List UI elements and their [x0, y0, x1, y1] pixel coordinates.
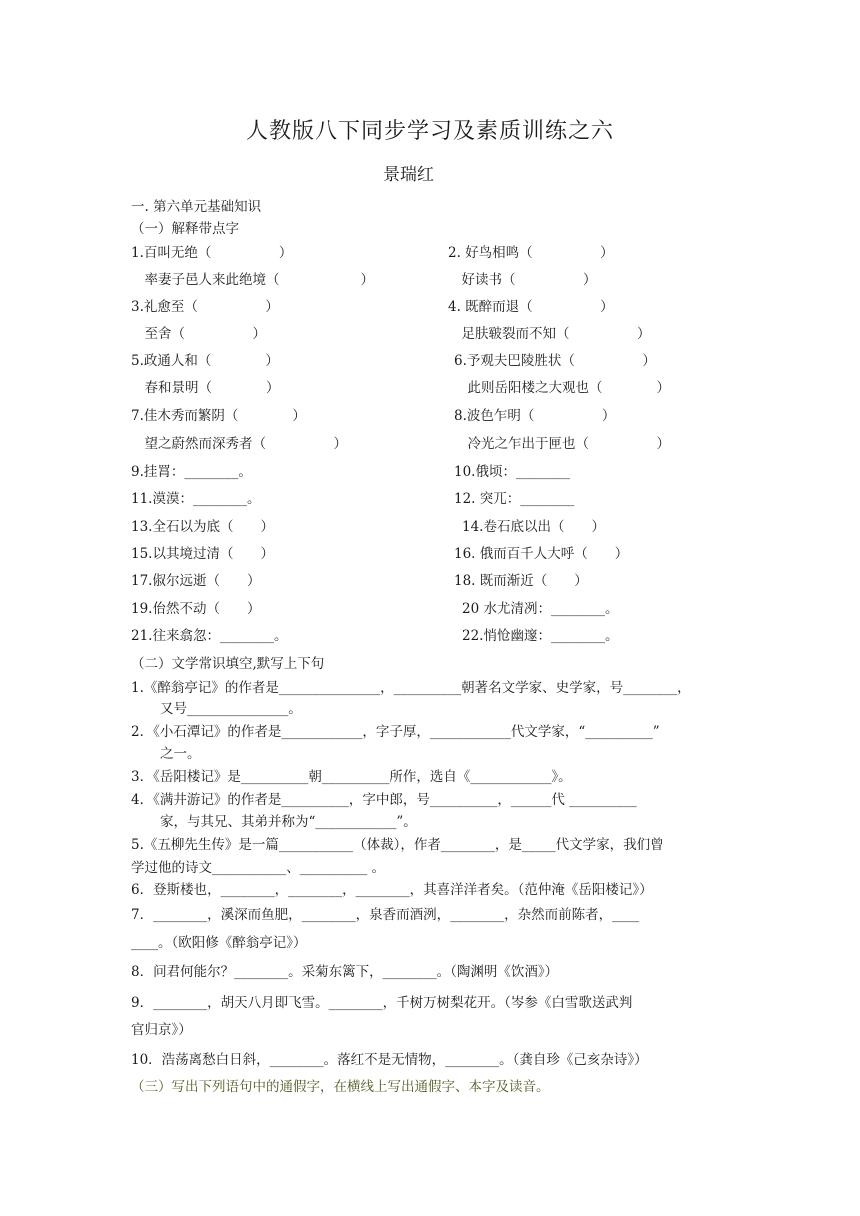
vocab-item: 好读书（ ）: [448, 272, 597, 288]
vocab-item: 22.悄怆幽邃：________。: [462, 628, 619, 644]
question-line: 9．________，胡天八月即飞雪。________，千树万树梨花开。（岑参《白雪歌送武判: [131, 995, 633, 1011]
vocab-item: 15.以其境过清（ ）: [131, 546, 274, 562]
vocab-item: 1.百叫无绝（ ）: [131, 245, 293, 261]
question-line: 1.《醉翁亭记》的作者是_______________，__________朝著名文学家、史学家，号________，: [131, 680, 691, 696]
question-line: 5.《五柳先生传》是一篇___________（体裁），作者________，是_____代文学家，我们曾: [131, 837, 664, 853]
vocab-item: 21.往来翕忽：________。: [131, 628, 288, 644]
page-title: 人教版八下同步学习及素质训练之六: [246, 119, 615, 144]
subsection-heading: （三）写出下列语句中的通假字，在横线上写出通假字、本字及读音。: [131, 1079, 550, 1095]
vocab-item: 此则岳阳楼之大观也（ ）: [454, 380, 670, 396]
vocab-item: 6.予观夫巴陵胜状（ ）: [454, 353, 656, 369]
vocab-item: 7.佳木秀而繁阴（ ）: [131, 408, 306, 424]
vocab-item: 9.挂罥：________。: [131, 464, 252, 480]
question-line: 3．《岳阳楼记》是__________朝__________所作，选自《____________》。: [131, 769, 572, 785]
vocab-item: 4. 既醉而退（ ）: [448, 299, 614, 315]
vocab-item: 8.波色乍明（ ）: [454, 408, 616, 424]
question-line: 家，与其兄、其弟并称为“____________”。: [160, 814, 417, 830]
vocab-item: 20 水尤清冽：________。: [462, 601, 619, 617]
question-line: 6．登斯楼也，________，________，________，其喜洋洋者矣。（范仲淹《岳阳楼记》）: [131, 882, 653, 898]
vocab-item: 3.礼愈至（ ）: [131, 299, 279, 315]
vocab-item: 望之蔚然而深秀者（ ）: [131, 436, 347, 452]
question-line: 之一。: [160, 746, 201, 762]
vocab-item: 11.漠漠：________。: [131, 491, 261, 507]
vocab-item: 至舍（ ）: [131, 326, 266, 342]
question-line: ____。（欧阳修《醉翁亭记》）: [131, 935, 307, 951]
vocab-item: 13.全石以为底（ ）: [131, 519, 274, 535]
vocab-item: 足肤皲裂而不知（ ）: [448, 326, 651, 342]
subsection-heading: （一）解释带点字: [131, 221, 239, 237]
question-line: 又号_______________。: [160, 701, 302, 717]
vocab-item: 率妻子邑人来此绝境（ ）: [131, 272, 374, 288]
vocab-item: 春和景明（ ）: [131, 380, 280, 396]
vocab-item: 16. 俄而百千人大呼（ ）: [454, 546, 629, 562]
question-line: 8．问君何能尔？________。采菊东篱下，________。（陶渊明《饮酒》）: [131, 964, 559, 980]
vocab-item: 18. 既而渐近（ ）: [454, 573, 588, 589]
vocab-item: 14.卷石底以出（ ）: [462, 519, 605, 535]
vocab-item: 12. 突兀：________: [454, 491, 575, 507]
vocab-item: 17.俶尔远逝（ ）: [131, 573, 261, 589]
question-line: 官归京》）: [131, 1022, 192, 1038]
section-heading: 一. 第六单元基础知识: [131, 199, 262, 215]
question-line: 4．《满井游记》的作者是__________，字中郎，号__________，______代 __________: [131, 792, 637, 808]
question-line: 10．浩荡离愁白日斜，________。落红不是无情物，________。（龚自珍《己亥杂诗》）: [131, 1052, 648, 1068]
vocab-item: 10.俄顷：________: [454, 464, 570, 480]
vocab-item: 19.佁然不动（ ）: [131, 601, 261, 617]
author-name: 景瑞红: [383, 165, 434, 185]
question-line: 2．《小石潭记》的作者是____________，字子厚，____________代文学家，“__________”: [131, 724, 660, 740]
subsection-heading: （二）文学常识填空,默写上下句: [131, 656, 325, 672]
question-line: 7．________，溪深而鱼肥，________，泉香而酒洌，________，杂然而前陈者，____: [131, 907, 640, 923]
vocab-item: 5.政通人和（ ）: [131, 353, 279, 369]
vocab-item: 2. 好鸟相鸣（ ）: [448, 245, 614, 261]
question-line: 学过他的诗文___________、__________ 。: [131, 860, 386, 876]
vocab-item: 冷光之乍出于匣也（ ）: [454, 436, 670, 452]
